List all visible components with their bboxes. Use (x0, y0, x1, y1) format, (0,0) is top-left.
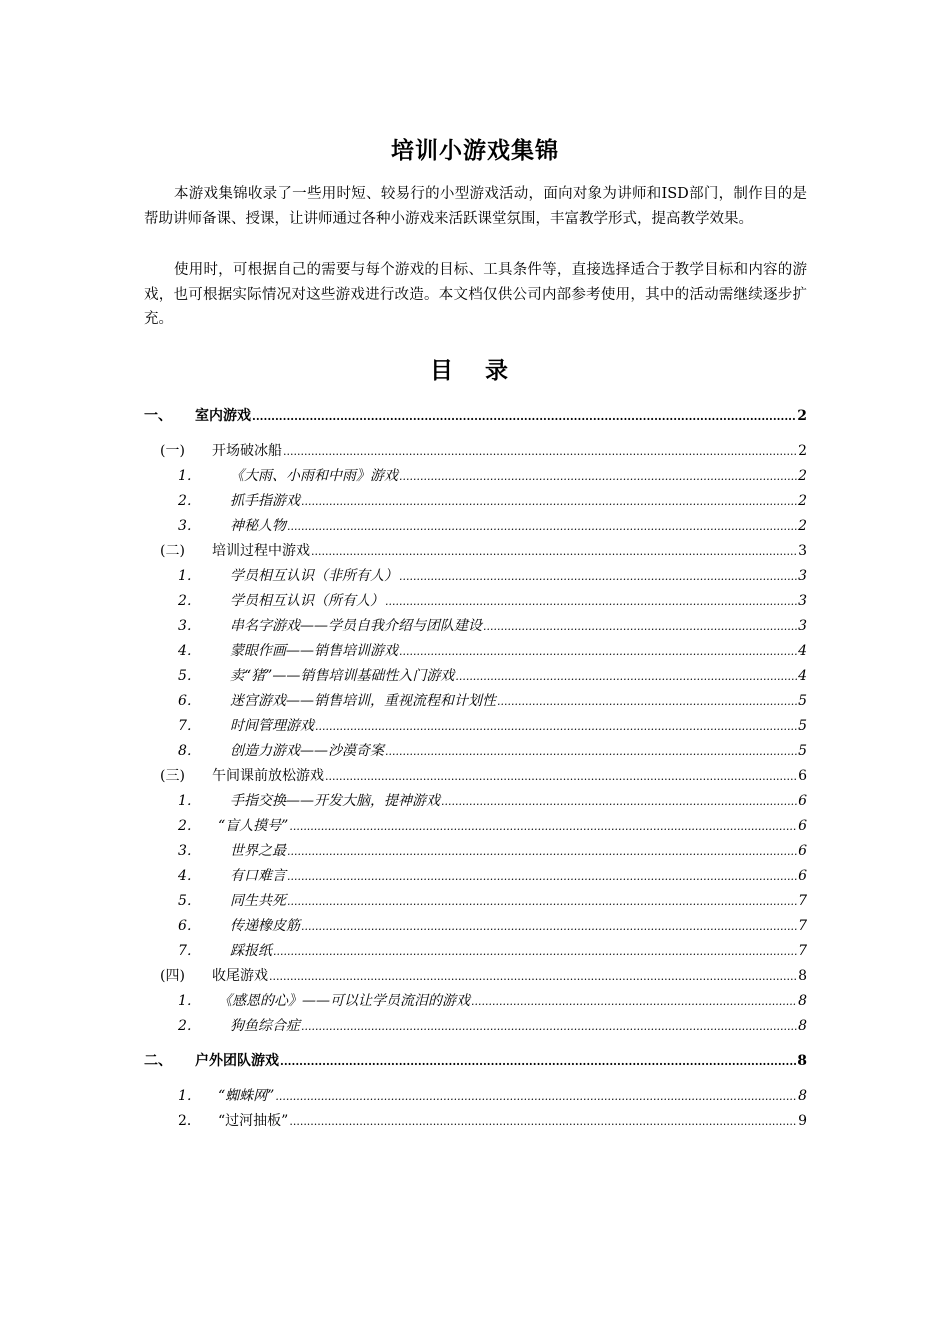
toc-leader-dots (287, 864, 797, 889)
toc-entry[interactable] (144, 564, 807, 589)
toc-entry-text: 迷宫游戏——销售培训，重视流程和计划性 (230, 693, 496, 709)
toc-entry-text: “盲人摸号” (218, 818, 289, 834)
toc-entry-text: 世界之最 (230, 843, 286, 859)
toc-entry-number: (一) (160, 443, 185, 459)
toc-entry-page: 2 (798, 518, 807, 534)
toc-entry-number: 7． (178, 943, 201, 959)
toc-entry-number: 2． (178, 1113, 201, 1129)
toc-entry[interactable] (144, 404, 807, 429)
toc-entry-text: 时间管理游戏 (230, 718, 314, 734)
toc-entry-text: 狗鱼综合症 (230, 1018, 300, 1034)
toc-entry[interactable] (144, 439, 807, 464)
toc-entry-number: 1． (178, 568, 201, 584)
toc-entry-text: 蒙眼作画——销售培训游戏 (230, 643, 398, 659)
toc-entry-page: 6 (798, 793, 807, 809)
toc-entry-number: 4． (178, 643, 201, 659)
toc-entry[interactable] (144, 614, 807, 639)
toc-entry-text: 户外团队游戏 (195, 1053, 279, 1069)
toc-entry-page: 2 (797, 408, 807, 424)
toc-leader-dots (399, 639, 797, 664)
toc-entry[interactable] (144, 639, 807, 664)
toc-entry-text: 同生共死 (230, 893, 286, 909)
toc-entry-page: 8 (798, 1018, 807, 1034)
toc-leader-dots (399, 564, 797, 589)
toc-entry[interactable] (144, 589, 807, 614)
toc-entry[interactable] (144, 989, 807, 1014)
toc-entry[interactable] (144, 464, 807, 489)
toc-entry-text: 串名字游戏——学员自我介绍与团队建设 (230, 618, 482, 634)
toc-leader-dots (385, 589, 797, 614)
toc-entry-page: 2 (798, 493, 807, 509)
toc-entry-number: 1． (178, 993, 201, 1009)
toc-entry-number: 8． (178, 743, 201, 759)
toc-entry-text: 午间课前放松游戏 (212, 768, 324, 784)
intro-paragraph-1: 本游戏集锦收录了一些用时短、较易行的小型游戏活动，面向对象为讲师和ISD部门，制作目的是帮助讲师备课、授课，让讲师通过各种小游戏来活跃课堂氛围，丰富教学形式，提高教学效果。 (144, 186, 807, 227)
toc-entry[interactable] (144, 814, 807, 839)
toc-entry-number: 2． (178, 1018, 201, 1034)
toc-entry-page: 8 (798, 993, 807, 1009)
toc-entry-number: 3． (178, 518, 201, 534)
toc-entry-text: “蜘蛛网” (218, 1088, 275, 1104)
toc-entry-text: 学员相互认识（非所有人） (230, 568, 398, 584)
toc-entry-text: 手指交换——开发大脑，提神游戏 (230, 793, 440, 809)
toc-entry[interactable] (144, 914, 807, 939)
toc-leader-dots (483, 614, 797, 639)
toc-leader-dots (399, 464, 797, 489)
toc-entry-text: 抓手指游戏 (230, 493, 300, 509)
toc-entry-text: 创造力游戏——沙漠奇案 (230, 743, 384, 759)
toc-entry[interactable] (144, 739, 807, 764)
toc-entry-page: 7 (798, 918, 807, 934)
toc-entry-number: (二) (160, 543, 185, 559)
toc-entry[interactable] (144, 664, 807, 689)
toc-entry[interactable] (144, 489, 807, 514)
toc-entry[interactable] (144, 689, 807, 714)
toc-entry-page: 6 (798, 768, 807, 784)
toc-entry-number: 2． (178, 818, 201, 834)
toc-entry-text: 有口难言 (230, 868, 286, 884)
toc-leader-dots (252, 404, 796, 429)
toc-entry[interactable] (144, 889, 807, 914)
toc-entry-number: 6． (178, 693, 201, 709)
toc-entry[interactable] (144, 939, 807, 964)
toc-entry-page: 2 (798, 443, 807, 459)
toc-entry[interactable] (144, 1014, 807, 1039)
toc-leader-dots (287, 839, 797, 864)
toc-entry-number: 1． (178, 468, 201, 484)
toc-leader-dots (275, 1084, 797, 1109)
intro-paragraph-2: 使用时，可根据自己的需要与每个游戏的目标、工具条件等，直接选择适合于教学目标和内容的游戏，也可根据实际情况对这些游戏进行改造。本文档仅供公司内部参考使用，其中的活动需继续逐步扩充。 (144, 262, 807, 327)
toc-entry-page: 6 (798, 843, 807, 859)
toc-entry-number: 3． (178, 843, 201, 859)
toc-entry-page: 7 (798, 943, 807, 959)
toc-entry-text: 卖“猪”——销售培训基础性入门游戏 (230, 668, 455, 684)
toc-entry-number: 7． (178, 718, 201, 734)
toc-entry[interactable] (144, 1049, 807, 1074)
toc-entry-page: 6 (798, 868, 807, 884)
toc-entry-page: 5 (798, 693, 807, 709)
toc-leader-dots (287, 889, 797, 914)
toc-leader-dots (315, 714, 797, 739)
toc-leader-dots (289, 814, 797, 839)
toc-entry-page: 7 (798, 893, 807, 909)
document-title: 培训小游戏集锦 (391, 137, 559, 164)
toc-leader-dots (301, 1014, 797, 1039)
toc-leader-dots (497, 689, 797, 714)
toc-entry[interactable] (144, 864, 807, 889)
toc-entry-text: “过河抽板” (218, 1113, 289, 1129)
toc-entry-page: 6 (798, 818, 807, 834)
toc-spacer (144, 1074, 807, 1084)
toc-entry[interactable] (144, 1084, 807, 1109)
toc-entry-page: 3 (798, 618, 807, 634)
toc-leader-dots (301, 489, 797, 514)
toc-entry-page: 9 (798, 1113, 807, 1129)
toc-entry[interactable] (144, 789, 807, 814)
toc-entry-number: 4． (178, 868, 201, 884)
toc-leader-dots (287, 514, 797, 539)
toc-entry-text: 开场破冰船 (212, 443, 282, 459)
toc-entry-page: 8 (798, 1088, 807, 1104)
toc-entry-number: 2． (178, 493, 201, 509)
toc-entry-text: 踩报纸 (230, 943, 272, 959)
toc-spacer (144, 429, 807, 439)
toc-entry-page: 5 (798, 718, 807, 734)
toc-entry-number: 一、 (144, 408, 172, 424)
toc-entry-text: 室内游戏 (195, 408, 251, 424)
toc-entry-text: 培训过程中游戏 (212, 543, 310, 559)
toc-spacer (144, 1039, 807, 1049)
toc-leader-dots (385, 739, 797, 764)
toc-entry-number: 5． (178, 893, 201, 909)
toc-leader-dots (289, 1109, 797, 1134)
toc-entry-text: 《大雨、小雨和中雨》游戏 (230, 468, 398, 484)
toc-leader-dots (471, 989, 797, 1014)
toc-entry[interactable] (144, 839, 807, 864)
toc-entry-text: 传递橡皮筋 (230, 918, 300, 934)
toc-entry[interactable] (144, 539, 807, 564)
toc-entry-page: 8 (798, 968, 807, 984)
toc-leader-dots (455, 664, 797, 689)
toc-entry-page: 3 (798, 568, 807, 584)
toc-leader-dots (269, 964, 797, 989)
toc-entry-text: 收尾游戏 (212, 968, 268, 984)
toc-entry-number: 6． (178, 918, 201, 934)
toc-entry[interactable] (144, 714, 807, 739)
toc-leader-dots (311, 539, 797, 564)
toc-entry-text: 神秘人物 (230, 518, 286, 534)
toc-entry-number: (四) (160, 968, 185, 984)
toc-entry-text: 《感恩的心》——可以让学员流泪的游戏 (218, 993, 470, 1009)
toc-leader-dots (301, 914, 797, 939)
toc-entry[interactable] (144, 964, 807, 989)
toc-title: 目 录 (429, 357, 520, 384)
toc-entry-number: (三) (160, 768, 185, 784)
toc-entry-page: 4 (798, 668, 807, 684)
toc-entry-page: 4 (798, 643, 807, 659)
toc-leader-dots (283, 439, 797, 464)
toc-entry-number: 2． (178, 593, 201, 609)
toc-entry[interactable] (144, 764, 807, 789)
toc-entry-page: 5 (798, 743, 807, 759)
toc-leader-dots (273, 939, 797, 964)
toc-entry-text: 学员相互认识（所有人） (230, 593, 384, 609)
toc-leader-dots (441, 789, 797, 814)
toc-leader-dots (280, 1049, 796, 1074)
toc-entry[interactable] (144, 1109, 807, 1134)
toc-entry-number: 二、 (144, 1053, 172, 1069)
toc-entry-page: 2 (798, 468, 807, 484)
toc-entry-number: 1． (178, 793, 201, 809)
toc-entry-page: 3 (798, 593, 807, 609)
toc-entry-page: 3 (798, 543, 807, 559)
toc-entry-number: 3． (178, 618, 201, 634)
toc-entry-page: 8 (797, 1053, 807, 1069)
toc-entry[interactable] (144, 514, 807, 539)
toc-entry-number: 5． (178, 668, 201, 684)
toc-leader-dots (325, 764, 797, 789)
table-of-contents (144, 404, 807, 1134)
toc-entry-number: 1． (178, 1088, 201, 1104)
